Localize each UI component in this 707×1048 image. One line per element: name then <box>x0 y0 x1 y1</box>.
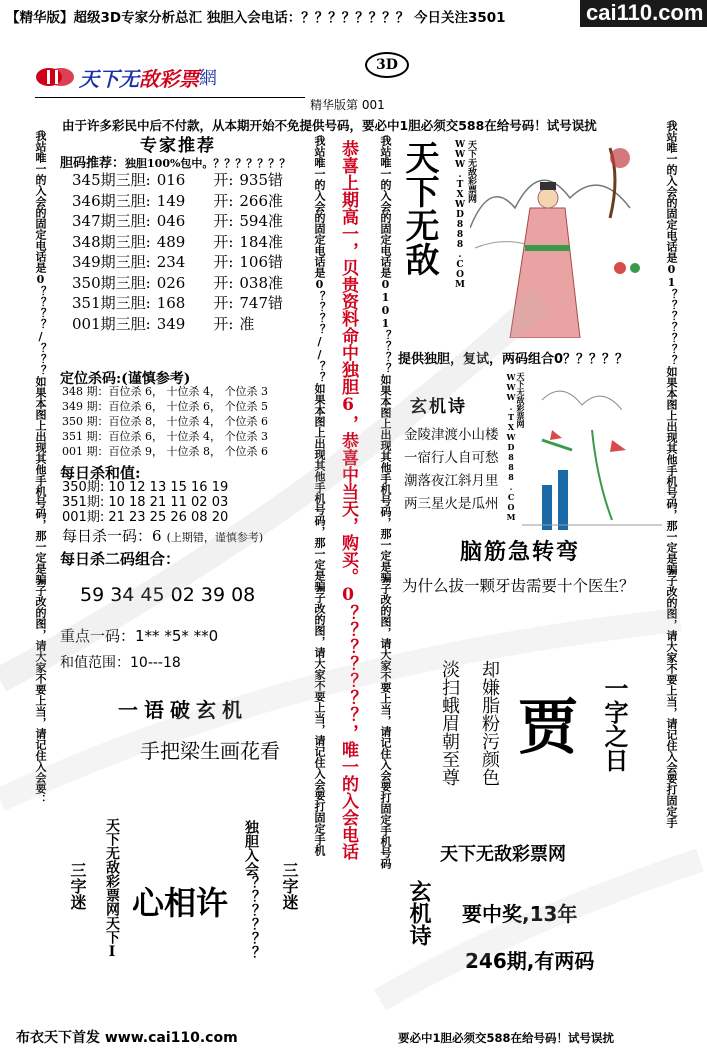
sum-range <box>60 652 181 672</box>
kill-row: 348 期：百位杀 6， 十位杀 4， 个位杀 3 <box>62 385 268 398</box>
mid-red-strip: 恭喜上期高一，贝贵资料命中独胆6，恭喜中当天，购买。0？？？？？？？，唯一的入会电话 <box>338 140 358 860</box>
poem-line: 潮落夜江斜月里 <box>404 473 499 489</box>
expert-row-issue: 345期三胆: <box>72 171 151 189</box>
poem-line: 金陵津渡小山楼 <box>404 427 499 443</box>
header-text: 【精华版】超级3D专家分析总汇 独胆入会电话：？？？？？？？？ 今日关注3501 <box>6 10 506 26</box>
logo-text-2: 敌彩票 <box>139 66 199 91</box>
sum-range-value: 10---18 <box>130 655 181 671</box>
mi-right: 三字迷 <box>280 862 299 910</box>
expert-row-nums: 349 <box>156 314 186 333</box>
expert-row-open: 开: <box>213 294 234 312</box>
poem-line: 两三星火是瓜州 <box>404 496 499 512</box>
expert-row-issue: 350期三胆: <box>72 273 151 292</box>
expert-row-mark: 准 <box>268 191 284 210</box>
expert-row-nums: 489 <box>156 232 186 251</box>
expert-row <box>72 252 283 273</box>
dan-label: 胆码推荐： <box>60 156 126 171</box>
expert-row <box>72 232 283 253</box>
expert-row-res: 038 <box>239 273 269 292</box>
logo-mark-icon <box>35 66 75 88</box>
expert-row-issue: 347期三胆: <box>72 212 151 230</box>
riddle-title: 一语破玄机 <box>118 698 248 722</box>
expert-row <box>72 211 283 232</box>
poem-line: 一宿行人自可愁 <box>404 450 499 466</box>
expert-row-nums: 149 <box>156 191 186 210</box>
key-code <box>60 625 218 646</box>
brand-text: 天下无敌彩票网 <box>440 844 566 865</box>
sum-row: 001期: 21 23 25 26 08 20 <box>62 510 229 525</box>
key-code-label: 重点一码： <box>60 627 136 645</box>
riddle-text: 手把梁生画花看 <box>140 739 280 763</box>
expert-row-res: 935 <box>239 171 269 189</box>
expert-row-open: 开: <box>213 273 234 292</box>
expert-row-open: 开: <box>213 191 234 210</box>
right-site-vert: 天下无敌彩票网WWW.TXWD888.COM <box>455 140 476 290</box>
char-poem-big: 贾 <box>518 693 578 763</box>
kill-row: 350 期：百位杀 8， 十位杀 4， 个位杀 6 <box>62 415 268 428</box>
poem-title: 玄机诗 <box>410 397 467 417</box>
dan-text: 独胆100%包中。？？？？？？？ <box>125 157 291 170</box>
bottom-left-center: 心相许 <box>132 884 229 922</box>
expert-row-res: 594 <box>239 212 269 230</box>
kill-row: 349 期：百位杀 6， 十位杀 6， 个位杀 5 <box>62 400 268 413</box>
site-logo-header[interactable]: cai110.com <box>580 0 707 27</box>
kill-rows <box>62 384 268 459</box>
notice-bar: 由于许多彩民中后不付款，从本期开始不免提供号码，要必中1胆必须交588在给号码！试号误扰 <box>62 118 597 133</box>
expert-row-open: 开: <box>213 232 234 251</box>
brain-title: 脑筋急转弯 <box>460 540 581 565</box>
sum-title: 每日杀和值: <box>60 464 141 482</box>
char-poem-right: 一字之日 <box>600 676 629 772</box>
two-code-nums: 59 34 45 02 39 08 <box>80 584 256 606</box>
kill-title: 定位杀码:(谨慎参考) <box>60 371 191 387</box>
sum-row: 350期: 10 12 13 15 16 19 <box>62 480 229 495</box>
right-top-title: 天下无敌 <box>399 140 439 276</box>
kill-one <box>62 525 263 546</box>
expert-row <box>72 293 283 314</box>
expert-row-open: 开: <box>213 171 234 189</box>
bottom-left-col1: 天下无敌彩票网天下I <box>104 818 120 960</box>
expert-row-mark: 错 <box>268 253 284 271</box>
brain-question: 为什么拔一颗牙齿需要十个医生？ <box>402 577 635 595</box>
expert-row <box>72 273 283 294</box>
top-rule <box>35 97 305 98</box>
right-warning-strip: 我站唯一的入会的固定电话是01？？？？？？？如果本图上出现其他手机号码，那一定是骗子改的图，请大家不要上当，请记住入会要打固定手 <box>665 120 678 828</box>
kill-one-label: 每日杀一码：6 <box>62 527 162 545</box>
expert-row-nums: 026 <box>156 273 186 292</box>
expert-row-nums: 016 <box>156 171 186 189</box>
mid-warning-strip-1: 我站唯一的入会的固定电话是0？？？？//？？如果本图上出现其他手机号码，那一定是骗子改的图，请大家不要上当，请记住入会要打固定手机 <box>313 135 326 856</box>
expert-row-open: 开: <box>213 253 234 271</box>
expert-row-issue: 346期三胆: <box>72 191 151 210</box>
expert-row-open: 开: <box>213 314 234 333</box>
edition-label: 精华版第 001 <box>310 98 385 112</box>
mi-left: 三字迷 <box>68 862 87 910</box>
win-line-2: 246期,有两码 <box>465 949 595 973</box>
logo-text-3: 網 <box>199 68 217 89</box>
expert-rows <box>72 170 283 334</box>
expert-row-issue: 348期三胆: <box>72 232 151 251</box>
expert-row-mark: 错 <box>268 294 284 312</box>
expert-row-res: 106 <box>239 253 269 271</box>
xuanji-vert: 玄机诗 <box>406 880 432 946</box>
sum-range-label: 和值范围： <box>60 655 130 671</box>
char-poem-col-a: 却嫌脂粉污颜色 <box>479 660 500 786</box>
painting-birds <box>522 370 662 530</box>
right-top-line: 提供独胆，复试，两码组合0？？？？？ <box>398 352 629 367</box>
expert-row <box>72 170 283 191</box>
sum-rows <box>62 480 228 525</box>
footer-right: 要必中1胆必须交588在给号码！试号误扰 <box>398 1031 615 1045</box>
expert-row-issue: 351期三胆: <box>72 294 151 312</box>
expert-row-res: 747 <box>239 294 269 312</box>
right-site-vert-2: 天下无敌彩票网WWW.TXWD888.COM <box>506 372 526 522</box>
bottom-left-col2: 独胆入会？？？？？？ <box>243 820 259 960</box>
win-line-1: 要中奖,13年 <box>462 902 578 926</box>
expert-row-res: 266 <box>239 191 269 210</box>
mid-warning-strip-2: 我站唯一的入会的固定电话是0101？？？？如果本图上出现其他手机号码，那一定是骗子改的图，请大家不要上当，请记住入会要打固定手机号码 <box>379 135 392 869</box>
expert-row-mark: 准 <box>268 273 284 292</box>
expert-row-nums: 234 <box>156 253 186 271</box>
expert-row-res: 184 <box>239 232 269 251</box>
key-code-value: 1** *5* **0 <box>135 627 219 645</box>
kill-row: 001 期：百位杀 9， 十位杀 8， 个位杀 6 <box>62 445 268 458</box>
logo-text-1: 天下无 <box>79 66 139 91</box>
logo-3d-badge: 3D <box>365 52 409 78</box>
expert-row-nums: 046 <box>156 212 186 230</box>
expert-row-mark: 准 <box>268 232 284 251</box>
two-code-title: 每日杀二码组合： <box>60 550 181 568</box>
expert-row-issue: 349期三胆: <box>72 253 151 271</box>
expert-row-nums: 168 <box>156 294 186 312</box>
char-poem-col-b: 淡扫蛾眉朝至尊 <box>439 660 460 786</box>
footer-left[interactable]: 布衣天下首发 www.cai110.com <box>16 1030 238 1046</box>
logo <box>35 62 217 92</box>
kill-one-note: (上期错，谨慎参考) <box>166 531 264 544</box>
expert-row-mark: 错 <box>268 171 284 189</box>
sum-row: 351期: 10 18 21 11 02 03 <box>62 495 229 510</box>
poem-lines <box>404 424 499 516</box>
expert-row <box>72 191 283 212</box>
expert-row-open: 开: <box>213 212 234 230</box>
dan-recommend <box>60 152 290 171</box>
painting-scholar <box>470 138 660 338</box>
left-warning-strip: 我站唯一的入会的固定电话是0？？？？/？？？如果本图上出现其他手机号码，那一定是骗子改的图，请大家不要上当，请记住入会要： <box>34 130 47 805</box>
expert-row-mark: 准 <box>268 212 284 230</box>
kill-row: 351 期：百位杀 6， 十位杀 4， 个位杀 3 <box>62 430 268 443</box>
expert-row-issue: 001期三胆: <box>72 314 151 333</box>
expert-title: 专家推荐 <box>140 136 216 156</box>
expert-row-mark: 准 <box>239 314 255 333</box>
expert-row <box>72 314 283 335</box>
